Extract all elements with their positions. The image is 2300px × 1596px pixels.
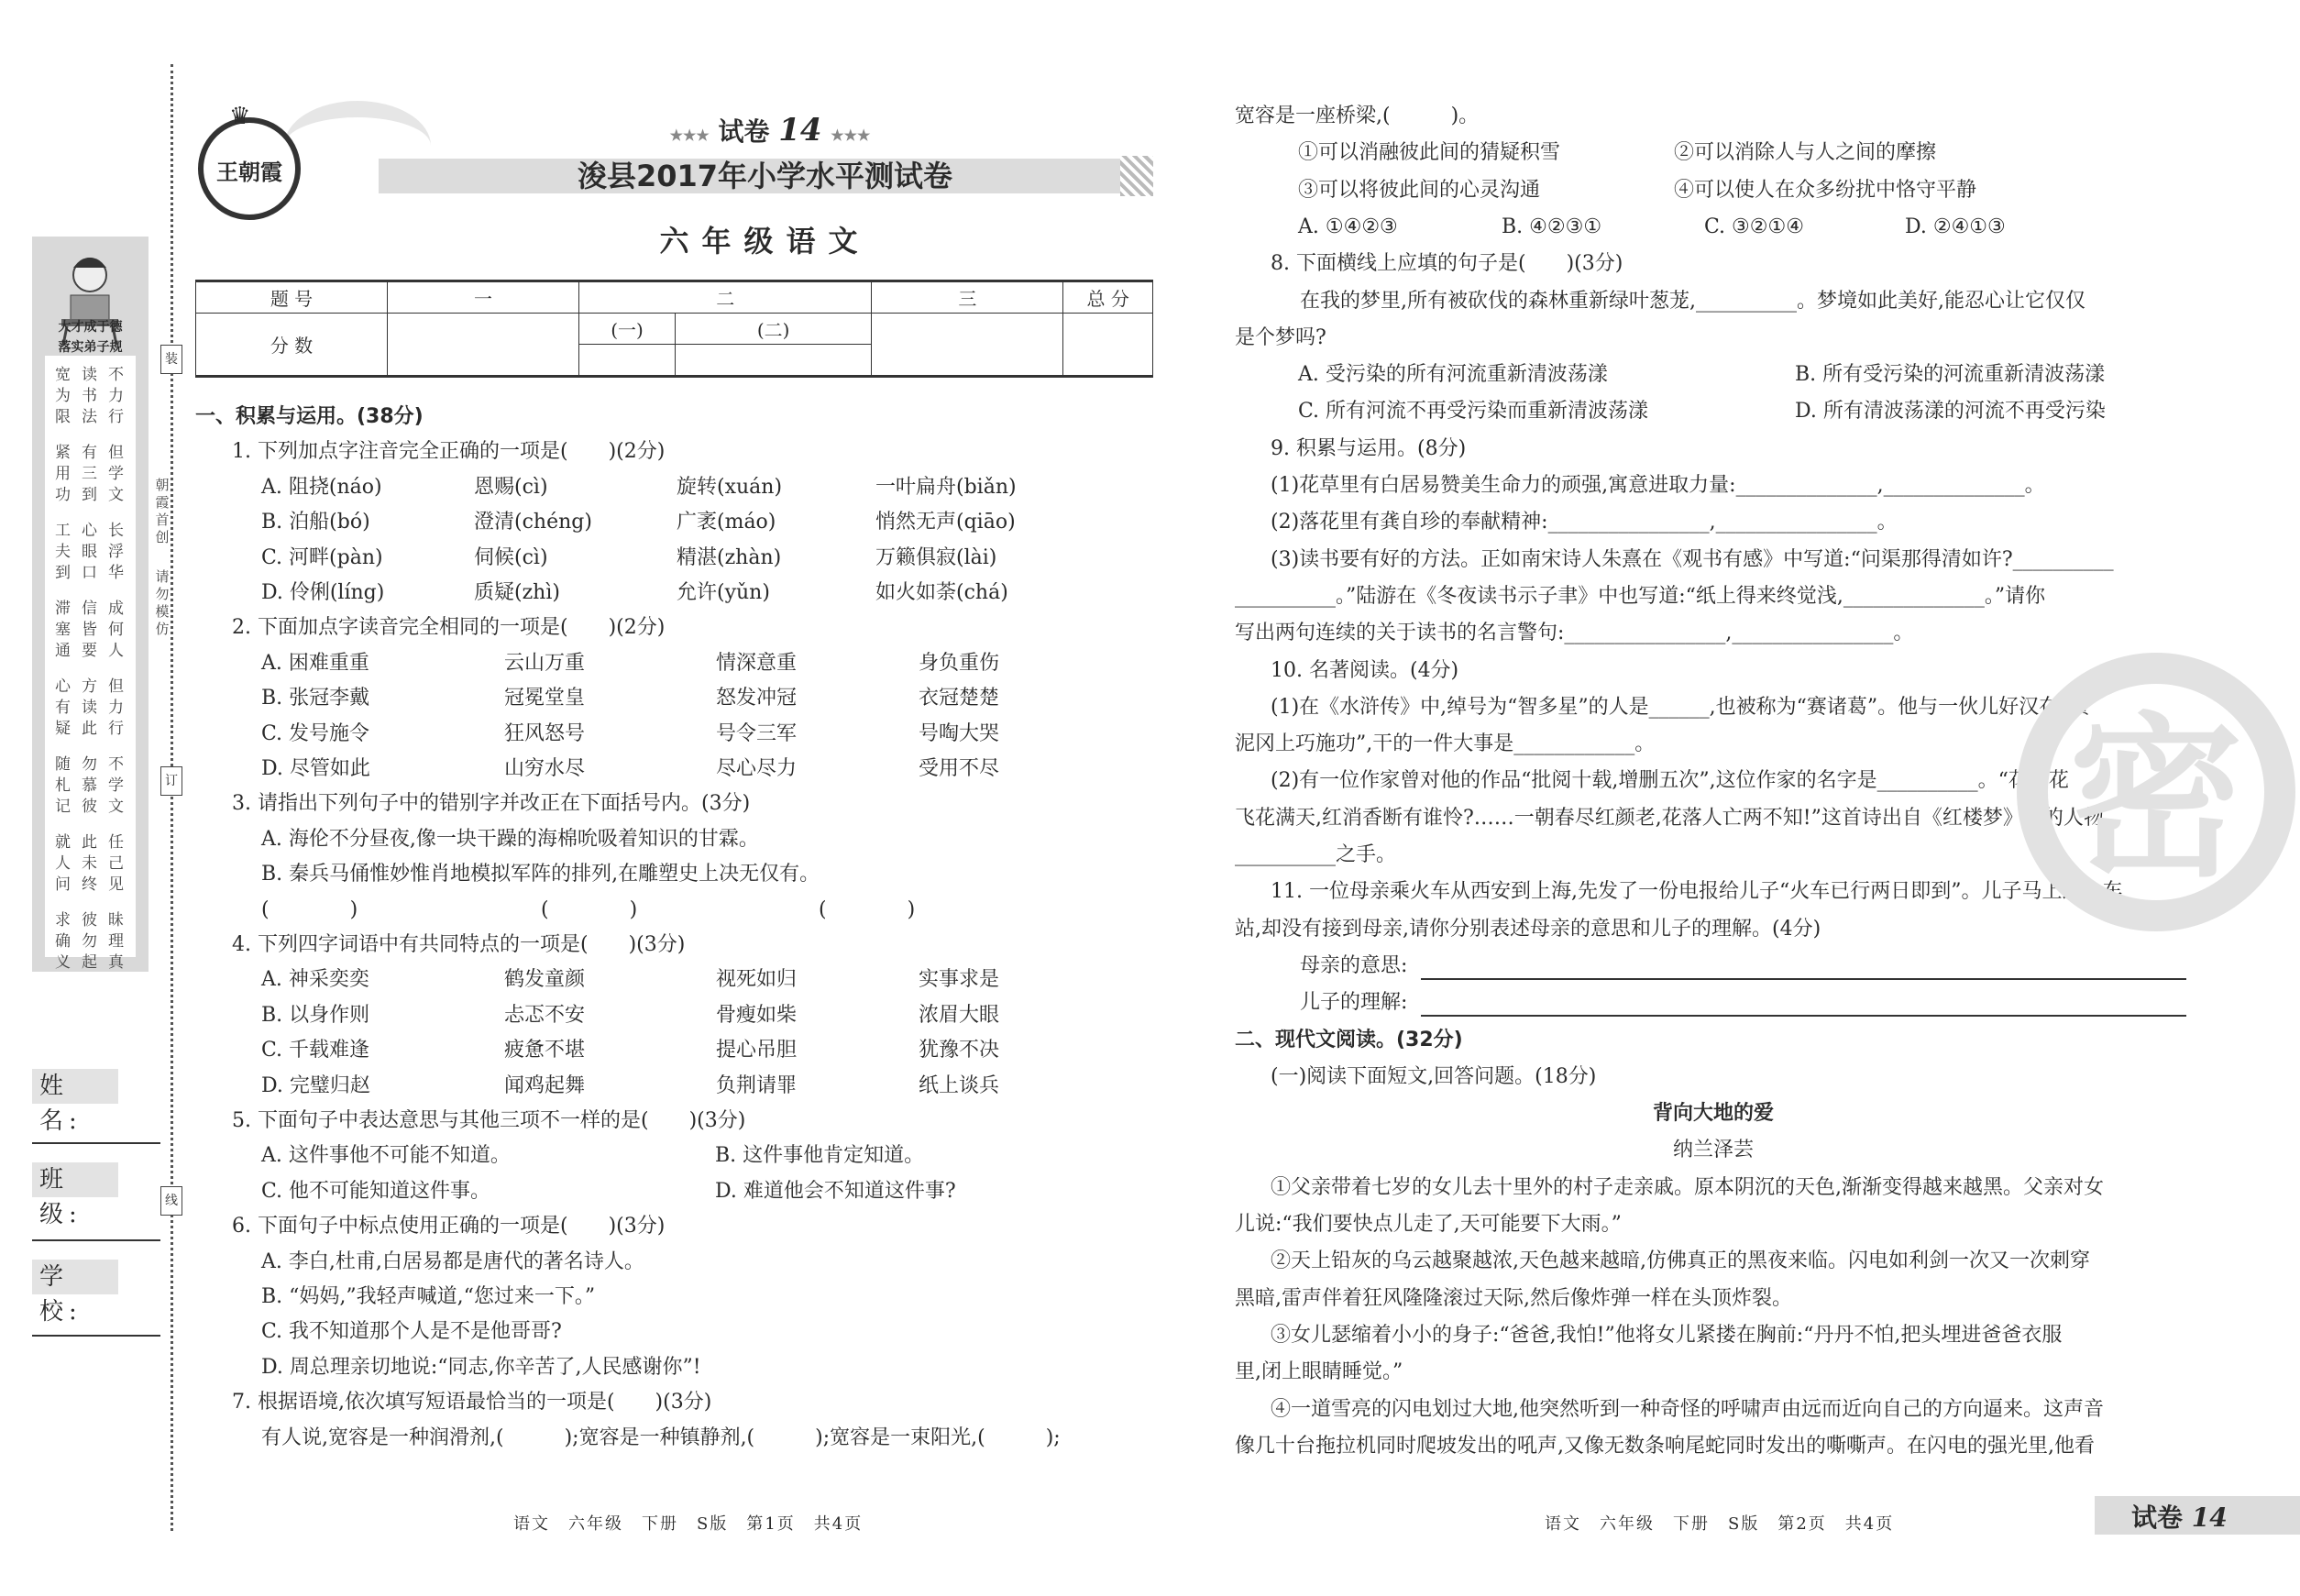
option-text: 闻鸡起舞	[504, 1073, 586, 1097]
line-ropt4	[0, 210, 2300, 245]
option-text: 质疑(zhì)	[474, 581, 560, 604]
line-author	[0, 1133, 2300, 1168]
option-text: D. 难道他会不知道这件事?	[715, 1179, 956, 1203]
option-text: A. 困难重重	[261, 651, 369, 675]
question-text: 5. 下面句子中表达意思与其他三项不一样的是( )(3分)	[232, 1109, 746, 1132]
score-sub-2: (二)	[676, 314, 872, 345]
option-text: 恩赐(cì)	[474, 475, 548, 499]
line-sub	[0, 505, 2300, 540]
option-text: ( )	[819, 897, 916, 921]
line-cont	[0, 1207, 2300, 1242]
line-ropt2b	[0, 358, 2300, 392]
verse-row: 有读力	[55, 699, 135, 717]
text-line: (一)阅读下面短文,回答问题。(18分)	[1271, 1064, 1597, 1088]
verse-row: 到口华	[55, 564, 135, 582]
text-line: ③女儿瑟缩着小小的身子:“爸爸,我怕!”他将女儿紧搂在胸前:“丹丹不怕,把头埋进爸爸衣服	[1271, 1323, 2063, 1347]
verse-row: 塞皆何	[55, 621, 135, 639]
option-text: A. 阻挠(náo)	[261, 475, 382, 499]
verse-row: 求彼昧	[55, 911, 135, 930]
motto-line-2: 落实弟子规	[58, 340, 123, 355]
option-text: 一叶扁舟(biǎn)	[875, 475, 1017, 499]
option-text: 视死如归	[716, 968, 798, 992]
option-text: B. 泊船(bó)	[261, 511, 370, 534]
option-text: A. 这件事他不可能不知道。	[261, 1144, 511, 1168]
text-line: (3)读书要有好的方法。正如南宋诗人朱熹在《观书有感》中写道:“问渠那得清如许?__________	[1271, 547, 2114, 571]
exam-title: 浚县2017年小学水平测试卷	[577, 159, 953, 193]
option-text: 狂风怒号	[504, 721, 586, 745]
line-cont	[0, 1355, 2300, 1390]
line-q	[0, 654, 2300, 688]
option-text: 骨瘦如柴	[716, 1003, 798, 1027]
score-header-3: 三	[872, 281, 1063, 314]
line-q	[0, 432, 2300, 467]
option-text: C. 千载难逢	[261, 1039, 370, 1062]
option-text: 鹤发童颜	[504, 968, 586, 992]
line-q	[0, 875, 2300, 909]
option-text: 忐忑不安	[504, 1003, 586, 1027]
verse-row: 疑此行	[55, 720, 135, 738]
corner-tab-label: 试卷	[2131, 1502, 2184, 1533]
option-text: 怒发冲冠	[716, 687, 798, 710]
line-ropt2	[0, 173, 2300, 208]
notice-text: 朝霞首创	[155, 477, 170, 545]
option-text: ( )	[541, 897, 638, 921]
text-line: 儿说:“我们要快点儿走了,天可能要下大雨。”	[1235, 1213, 1622, 1236]
option-text: 号啕大哭	[919, 721, 1000, 745]
question-text: 8. 下面横线上应填的句子是( )(3分)	[1271, 252, 1623, 276]
option-text: 旋转(xuán)	[677, 475, 783, 499]
text-line: 一、积累与运用。(38分)	[195, 405, 424, 428]
line-cont	[0, 99, 2300, 134]
line-sub	[0, 1060, 2300, 1095]
option-text: 广袤(máo)	[677, 511, 776, 534]
verse-row: 随勿不	[55, 755, 135, 774]
verse-row: 宽读不	[55, 366, 135, 384]
text-line: 二、现代文阅读。(32分)	[1235, 1028, 1463, 1051]
score-sub-1: (一)	[579, 314, 676, 345]
text-line: 纳兰泽芸	[1672, 1139, 1755, 1162]
option-text: D. 尽管如此	[261, 757, 370, 780]
line-cont	[0, 727, 2300, 762]
option-text: C. 他不可能知道这件事。	[261, 1179, 491, 1203]
option-text: D. 所有清波荡漾的河流不再受污染	[1795, 400, 2106, 424]
option-text: 冠冕堂皇	[504, 687, 586, 710]
line-sub	[0, 690, 2300, 725]
binding-mark-xian: 线	[160, 1186, 182, 1216]
star-icons-left: ★★★	[669, 127, 710, 144]
text-line: (1)在《水浒传》中,绰号为“智多星”的人是______,也被称为“赛诸葛”。他与一伙儿好汉在“黄	[1271, 695, 2090, 719]
line-cont	[0, 801, 2300, 836]
text-line: C. 我不知道那个人是不是他哥哥?	[261, 1320, 562, 1344]
text-line: 飞花满天,红消香断有谁怜?……一朝春尽红颜老,花落人亡两不知!”这首诗出自《红楼梦》中的人物	[1235, 806, 2104, 830]
line-center	[0, 1096, 2300, 1131]
option-text: 犹豫不决	[919, 1039, 1000, 1062]
verse-row: 夫眼浮	[55, 543, 135, 561]
line-sub	[0, 1244, 2300, 1279]
line-q	[0, 247, 2300, 281]
option-text: 万籁俱寂(lài)	[875, 545, 997, 569]
question-text: 7. 根据语境,依次填写短语最恰当的一项是( )(3分)	[232, 1391, 712, 1414]
verse-row: 确勿理	[55, 932, 135, 951]
option-text: 伺候(cì)	[474, 545, 548, 569]
line-ans	[0, 985, 2300, 1020]
watermark-glyph: 密	[2068, 696, 2243, 900]
option-text: 山穷水尽	[504, 757, 586, 780]
option-text: 浓眉大眼	[919, 1003, 1000, 1027]
option-text: C. 所有河流不再受污染而重新清波荡漾	[1298, 400, 1649, 424]
verse-row: 就此任	[55, 833, 135, 852]
text-line: __________之手。	[1235, 843, 1397, 866]
verse-row: 义起真	[55, 953, 135, 972]
text-line: __________。”陆游在《冬夜读书示子聿》中也写道:“纸上得来终觉浅,______________。”请你	[1235, 584, 2046, 608]
text-line: 泥冈上巧施功”,干的一件大事是____________。	[1235, 732, 1656, 756]
option-text: ②可以消除人与人之间的摩擦	[1674, 141, 1937, 165]
question-text: 10. 名著阅读。(4分)	[1271, 658, 1459, 682]
text-line: 儿子的理解:	[1300, 991, 1408, 1015]
option-text: B. 所有受污染的河流重新清波荡漾	[1795, 363, 2106, 387]
question-text: 2. 下面加点字读音完全相同的一项是( )(2分)	[232, 616, 666, 640]
question-text: 6. 下面句子中标点使用正确的一项是( )(3分)	[232, 1215, 666, 1238]
verse-row: 滞信成	[55, 600, 135, 618]
score-header-1: 一	[388, 281, 579, 314]
verse-row: 功到文	[55, 486, 135, 504]
binding-mark-ding: 订	[160, 766, 182, 796]
binding-mark-zhuang: 装	[160, 345, 182, 374]
line-cont	[0, 838, 2300, 873]
option-text: D. 完璧归赵	[261, 1073, 370, 1097]
text-line: 宽容是一座桥梁,( )。	[1235, 105, 1480, 127]
text-line: 黑暗,雷声伴着狂风隆隆滚过天际,然后像炸弹一样在头顶炸裂。	[1235, 1286, 1792, 1310]
verse-row: 通要人	[55, 642, 135, 660]
logo-text: 王朝霞	[216, 159, 282, 185]
option-text: 云山万重	[504, 651, 586, 675]
option-text: 纸上谈兵	[919, 1073, 1000, 1097]
text-line: 站,却没有接到母亲,请你分别表述母亲的意思和儿子的理解。(4分)	[1235, 917, 1821, 941]
question-text: 3. 请指出下列句子中的错别字并改正在下面括号内。(3分)	[232, 792, 751, 816]
text-line: ②天上铅灰的乌云越聚越浓,天色越来越暗,仿佛真正的黑夜来临。闪电如利剑一次又一次刺穿	[1271, 1249, 2090, 1273]
text-line: 里,闭上眼睛睡觉。”	[1235, 1360, 1403, 1384]
option-text: D. 伶俐(líng)	[261, 581, 385, 604]
option-text: B. 这件事他肯定知道。	[715, 1144, 925, 1168]
text-line: (2)落花里有龚自珍的奉献精神:________________,________________。	[1271, 511, 1898, 534]
text-line: A. 李白,杜甫,白居易都是唐代的著名诗人。	[261, 1249, 644, 1273]
verse-row: 为书力	[55, 387, 135, 405]
option-text: 尽心尽力	[716, 757, 798, 780]
option-text: B. ④②③①	[1502, 215, 1602, 238]
verse-row: 限法行	[55, 408, 135, 426]
motto-line-1: 大才成于德	[58, 320, 123, 335]
option-text: ④可以使人在众多纷扰中恪守平静	[1674, 178, 1977, 202]
text-line: ④一道雪亮的闪电划过大地,他突然听到一种奇怪的呼啸声由远而近向自己的方向逼来。这声音	[1271, 1397, 2104, 1421]
crown-icon: ♛	[229, 103, 251, 130]
option-text: ③可以将彼此间的心灵沟通	[1298, 178, 1541, 202]
line-cont	[0, 579, 2300, 614]
text-line: 写出两句连续的关于读书的名言警句:________________,________________。	[1235, 622, 1914, 645]
option-text: 悄然无声(qiāo)	[875, 511, 1016, 534]
option-text: 如火如荼(chá)	[875, 581, 1008, 604]
text-line: D. 周总理亲切地说:“同志,你辛苦了,人民感谢你”!	[261, 1355, 701, 1379]
text-line: 像几十台拖拉机同时爬坡发出的吼声,又像无数条响尾蛇同时发出的嘶嘶声。在闪电的强光里,他看	[1235, 1434, 2095, 1458]
name-label: 姓 名:	[32, 1069, 118, 1104]
option-text: 精湛(zhàn)	[677, 545, 782, 569]
option-text: 澄清(chéng)	[474, 511, 592, 534]
line-sub	[0, 1392, 2300, 1427]
option-text: ①可以消融彼此间的猜疑积雪	[1298, 141, 1561, 165]
verse-row: 心方但	[55, 677, 135, 696]
text-line: 是个梦吗?	[1235, 325, 1326, 349]
text-line: A. 海伦不分昼夜,像一块干躁的海棉吮吸着知识的甘霖。	[261, 827, 759, 851]
score-row-label: 分 数	[196, 314, 388, 377]
score-header-2: 二	[579, 281, 872, 314]
question-text: 1. 下列加点字注音完全正确的一项是( )(2分)	[232, 440, 666, 464]
corner-tab-number: 14	[2191, 1502, 2228, 1533]
option-text: 负荆请罪	[716, 1073, 798, 1097]
line-sub	[0, 468, 2300, 503]
verse-row: 用三学	[55, 465, 135, 483]
text-line: B. “妈妈,”我轻声喊道,“您过来一下。”	[261, 1285, 596, 1308]
option-text: 疲惫不堪	[504, 1039, 586, 1062]
verse-row: 人未己	[55, 854, 135, 873]
question-text: 4. 下列四字词语中有共同特点的一项是( )(3分)	[232, 933, 686, 956]
option-text: B. 张冠李戴	[261, 687, 370, 710]
option-text: 情深意重	[716, 651, 798, 675]
score-header-total: 总 分	[1063, 281, 1153, 314]
line-cont	[0, 321, 2300, 356]
line-cont	[0, 912, 2300, 947]
line-ropt2	[0, 136, 2300, 171]
line-ans	[0, 949, 2300, 984]
line-sub	[0, 543, 2300, 578]
left-page-footer: 语文 六年级 下册 S版 第1页 共4页	[513, 1514, 864, 1534]
option-text: 衣冠楚楚	[919, 687, 1000, 710]
class-label: 班 级:	[32, 1162, 118, 1197]
text-line: 母亲的意思:	[1300, 953, 1408, 977]
verse-row: 札慕学	[55, 776, 135, 795]
option-text: A. 神采奕奕	[261, 968, 369, 992]
notice-text: 请勿模仿	[155, 568, 170, 637]
verse-row: 工心长	[55, 522, 135, 540]
question-text: 11. 一位母亲乘火车从西安到上海,先发了一份电报给儿子“火车已行两日即到”。儿子马上到火车	[1271, 880, 2123, 904]
option-text: B. 以身作则	[261, 1003, 370, 1027]
option-text: 号令三军	[716, 721, 798, 745]
text-line: 有人说,宽容是一种润滑剂,( );宽容是一种镇静剂,( );宽容是一束阳光,( );	[261, 1425, 1061, 1449]
line-heading	[0, 1023, 2300, 1058]
line-ropt2b	[0, 394, 2300, 429]
text-line: 在我的梦里,所有被砍伐的森林重新绿叶葱茏,__________。梦境如此美好,能忍心让它仅仅	[1300, 289, 2085, 313]
line-cont	[0, 1282, 2300, 1316]
option-text: C. ③②①④	[1704, 215, 1804, 238]
line-sub	[0, 1318, 2300, 1353]
score-header-label: 题 号	[196, 281, 388, 314]
text-line: (2)有一位作家曾对他的作品“批阅十载,增删五次”,这位作家的名字是__________。“花谢花	[1271, 769, 2069, 793]
right-page-footer: 语文 六年级 下册 S版 第2页 共4页	[1545, 1514, 1895, 1534]
option-text: 实事求是	[919, 968, 1000, 992]
text-line: 背向大地的爱	[1652, 1102, 1775, 1126]
line-para	[0, 284, 2300, 319]
option-text: C. 河畔(pàn)	[261, 545, 383, 569]
option-text: A. ①④②③	[1298, 215, 1398, 238]
option-text: 身负重伤	[919, 651, 1000, 675]
text-line: (1)花草里有白居易赞美生命力的顽强,寓意进取力量:______________,______________。	[1271, 474, 2045, 497]
verse-row: 问终见	[55, 875, 135, 894]
star-icons-right: ★★★	[831, 127, 871, 144]
paper-label: 试卷	[718, 116, 770, 147]
text-line: B. 秦兵马俑惟妙惟肖地模拟军阵的排列,在雕塑史上决无仅有。	[261, 863, 820, 886]
option-text: ( )	[261, 897, 358, 921]
option-text: 提心吊胆	[716, 1039, 798, 1062]
option-text: 允许(yǔn)	[677, 581, 770, 604]
line-sub	[0, 764, 2300, 798]
text-line: ①父亲带着七岁的女儿去十里外的村子走亲戚。原本阴沉的天色,渐渐变得越来越黑。父亲对女	[1271, 1175, 2104, 1199]
option-text: D. ②④①③	[1905, 215, 2006, 238]
school-label: 学 校:	[32, 1260, 118, 1294]
line-sub	[0, 1171, 2300, 1205]
option-text: A. 受污染的所有河流重新清波荡漾	[1298, 363, 1608, 387]
answer-field[interactable]	[1421, 1015, 2186, 1017]
option-text: C. 发号施令	[261, 721, 370, 745]
verse-row: 紧有但	[55, 444, 135, 462]
line-cont	[0, 1429, 2300, 1464]
corner-paper-tab	[2095, 1496, 2300, 1535]
question-text: 9. 积累与运用。(8分)	[1271, 436, 1467, 460]
watermark-seal	[2017, 653, 2295, 931]
subject-title: 六年级语文	[659, 224, 871, 259]
paper-number-value: 14	[778, 112, 822, 149]
answer-field[interactable]	[1421, 978, 2186, 980]
verse-row: 记彼文	[55, 798, 135, 816]
option-text: 受用不尽	[919, 757, 1000, 780]
line-cont	[0, 616, 2300, 651]
